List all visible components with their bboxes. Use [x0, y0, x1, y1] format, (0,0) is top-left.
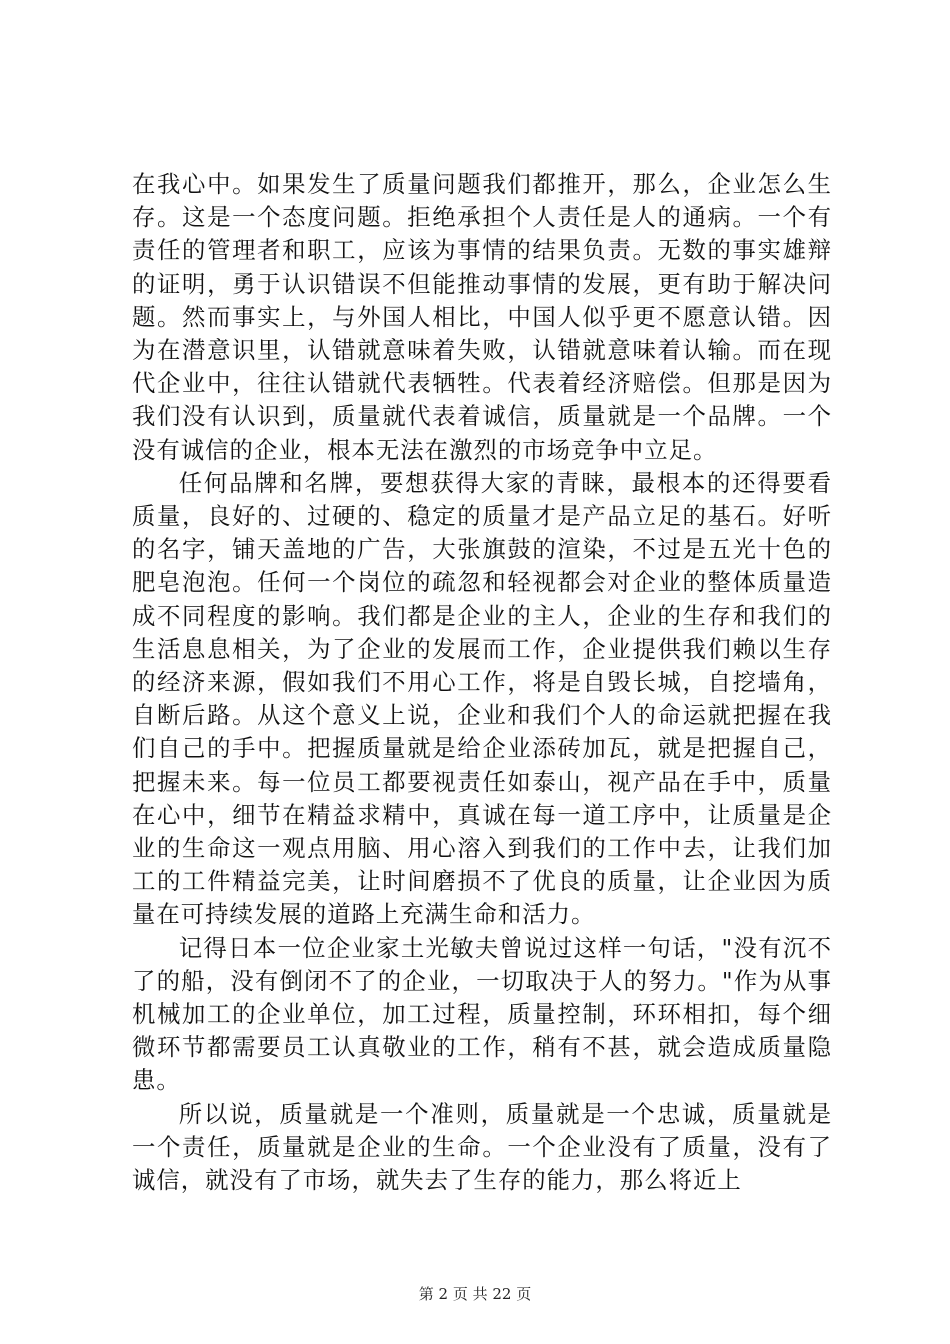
- page-number-footer: 第 2 页 共 22 页: [418, 1285, 532, 1303]
- paragraph-4: 所以说，质量就是一个准则，质量就是一个忠诚，质量就是一个责任，质量就是企业的生命。一个企业没有了质量，没有了诚信，就没有了市场，就失去了生存的能力，那么将近上: [132, 1099, 832, 1195]
- paragraph-1: 在我心中。如果发生了质量问题我们都推开，那么，企业怎么生存。这是一个态度问题。拒绝承担个人责任是人的通病。一个有责任的管理者和职工，应该为事情的结果负责。无数的事实雄辩的证明，勇于认识错误不但能推动事情的发展，更有助于解决问题。然而事实上，与外国人相比，中国人似乎更不愿意认错。因为在潜意识里，认错就意味着失败，认错就意味着认输。而在现代企业中，往往认错就代表牺牲。代表着经济赔偿。但那是因为我们没有认识到，质量就代表着诚信，质量就是一个品牌。一个没有诚信的企业，根本无法在激烈的市场竞争中立足。: [132, 170, 832, 464]
- paragraph-2: 任何品牌和名牌，要想获得大家的青睐，最根本的还得要看质量，良好的、过硬的、稳定的质量才是产品立足的基石。好听的名字，铺天盖地的广告，大张旗鼓的渲染，不过是五光十色的肥皂泡泡。任何一个岗位的疏忽和轻视都会对企业的整体质量造成不同程度的影响。我们都是企业的主人，企业的生存和我们的生活息息相关，为了企业的发展而工作，企业提供我们赖以生存的经济来源，假如我们不用心工作，将是自毁长城，自挖墙角，自断后路。从这个意义上说，企业和我们个人的命运就把握在我们自己的手中。把握质量就是给企业添砖加瓦，就是把握自己，把握未来。每一位员工都要视责任如泰山，视产品在手中，质量在心中，细节在精益求精中，真诚在每一道工序中，让质量是企业的生命这一观点用脑、用心溶入到我们的工作中去，让我们加工的工件精益完美，让时间磨损不了优良的质量，让企业因为质量在可持续发展的道路上充满生命和活力。: [132, 468, 832, 929]
- document-body: [132, 168, 832, 1197]
- paragraph-3: 记得日本一位企业家土光敏夫曾说过这样一句话，"没有沉不了的船，没有倒闭不了的企业，一切取决于人的努力。"作为从事机械加工的企业单位，加工过程，质量控制，环环相扣，每个细微环节都需要员工认真敬业的工作，稍有不甚，就会造成质量隐患。: [132, 933, 832, 1095]
